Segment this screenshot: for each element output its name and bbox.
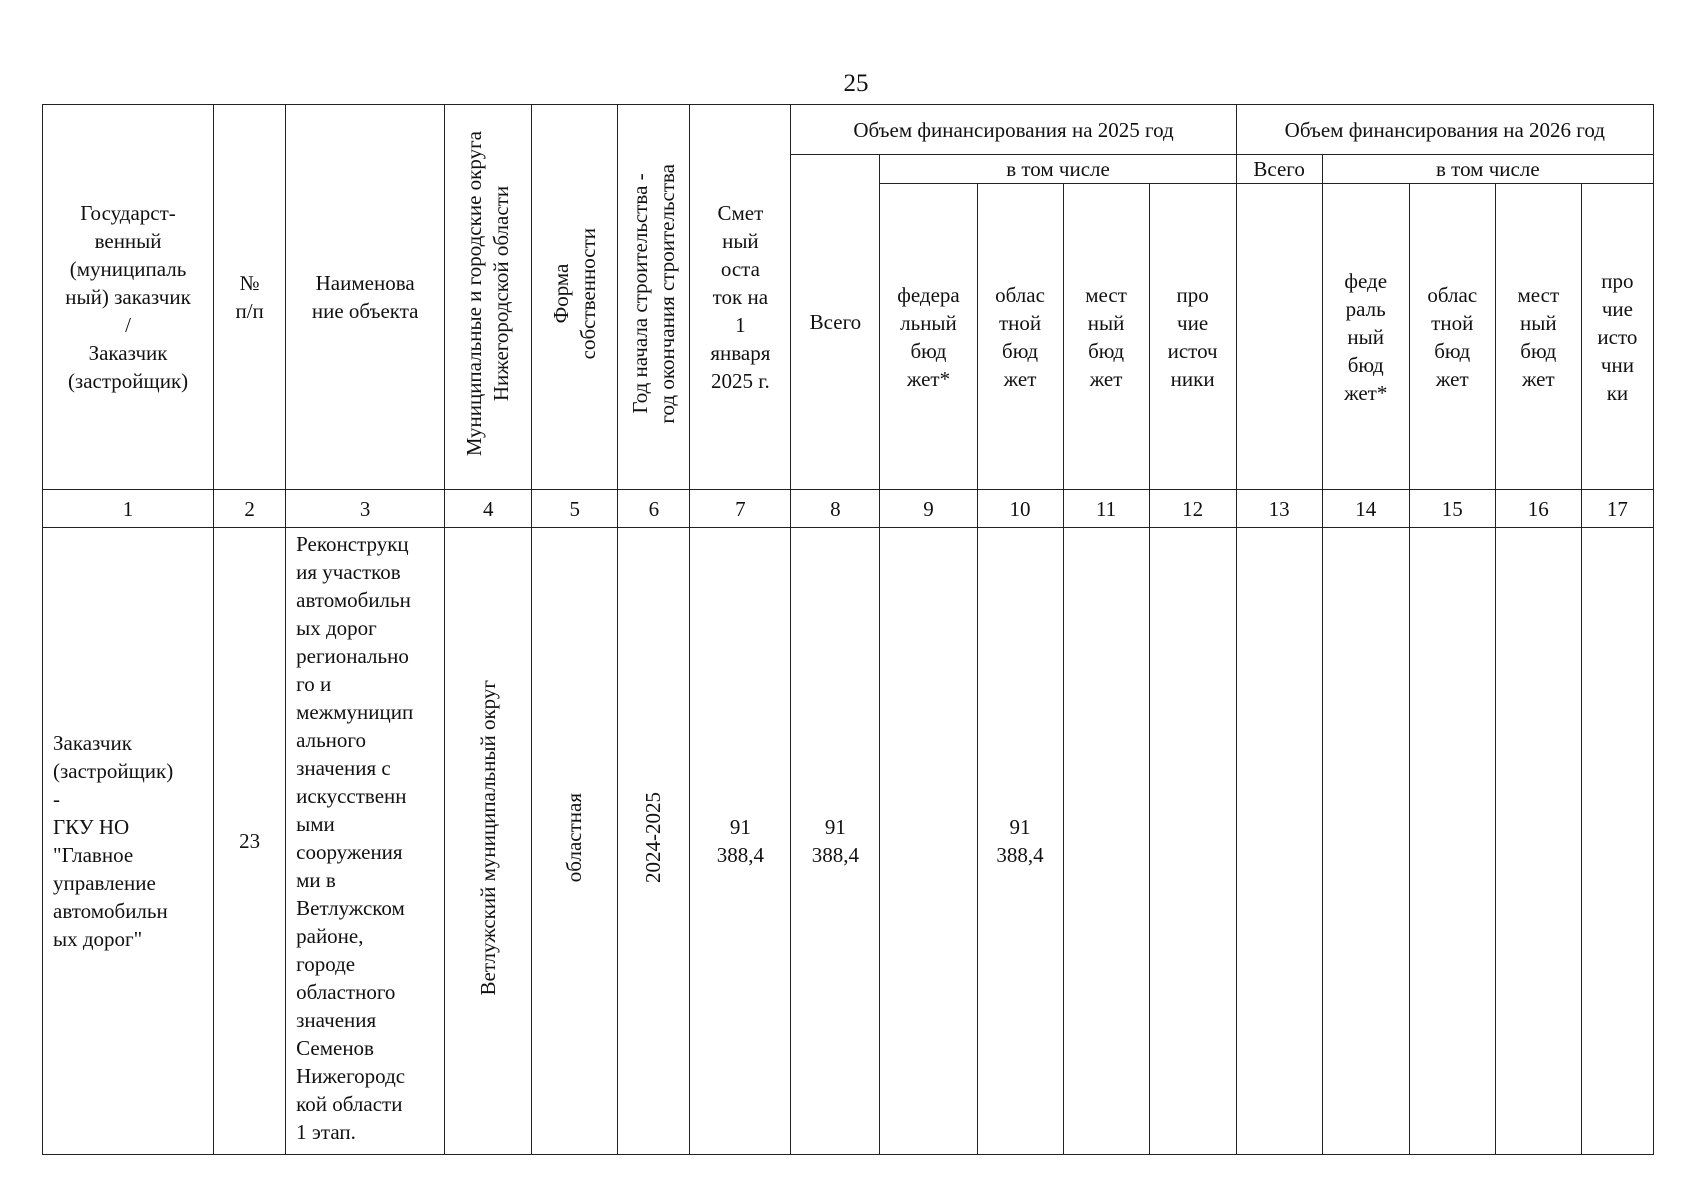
column-number: 15: [1409, 490, 1495, 528]
regional-2025-cell: 91 388,4: [977, 528, 1063, 1155]
header-total-2026: Всего: [1236, 155, 1322, 184]
column-number: 3: [286, 490, 445, 528]
header-ownership: [532, 105, 618, 490]
column-number: 1: [43, 490, 214, 528]
header-local-2025: мест ный бюд жет: [1063, 184, 1149, 490]
header-regional-2025: облас тной бюд жет: [977, 184, 1063, 490]
table-row: [43, 528, 1654, 1155]
column-number: 6: [618, 490, 690, 528]
remaining-estimate-cell: 91 388,4: [690, 528, 791, 1155]
column-number: 2: [214, 490, 286, 528]
ownership-cell: [532, 528, 618, 1155]
municipality-cell: [445, 528, 532, 1155]
header-total-2026-blank: [1236, 184, 1322, 490]
header-remaining-estimate: Смет ный оста ток на 1 января 2025 г.: [690, 105, 791, 490]
customer-cell: Заказчик (застройщик) - ГКУ НО "Главное управление автомобильн ых дорог": [43, 528, 214, 1155]
years-cell: [618, 528, 690, 1155]
federal-2026-cell: [1322, 528, 1409, 1155]
header-years-text: Год начала строительства - год окончания строительства: [627, 163, 679, 424]
header-customer: Государст- венный (муниципаль ный) заказчик / Заказчик (застройщик): [43, 105, 214, 490]
local-2025-cell: [1063, 528, 1149, 1155]
column-number: 14: [1322, 490, 1409, 528]
regional-2026-cell: [1409, 528, 1495, 1155]
page-number: 25: [843, 70, 869, 97]
column-number: 13: [1236, 490, 1322, 528]
column-number: 10: [977, 490, 1063, 528]
total-2025-cell: 91 388,4: [791, 528, 880, 1155]
investment-table: [42, 104, 1654, 1155]
header-other-2025: про чие источ ники: [1149, 184, 1236, 490]
column-number: 9: [880, 490, 977, 528]
header-municipality-text: Муниципальные и городские округа Нижегородской области: [462, 130, 514, 457]
object-name-cell: Реконструкц ия участков автомобильн ых дорог регионально го и межмуницип ального значения с искусственн ыми сооружения ми в Ветлужском районе, городе областного значения Семенов Нижегородс кой области 1 этап.: [286, 528, 445, 1155]
header-object-name: Наименова ние объекта: [286, 105, 445, 490]
local-2026-cell: [1495, 528, 1581, 1155]
header-municipality: [445, 105, 532, 490]
header-ownership-text: Форма собственности: [548, 227, 600, 360]
years-text: 2024-2025: [641, 792, 666, 883]
column-number: 4: [445, 490, 532, 528]
total-2026-cell: [1236, 528, 1322, 1155]
header-including-2025: в том числе: [880, 155, 1236, 184]
header-federal-2026: феде раль ный бюд жет*: [1322, 184, 1409, 490]
column-number: 5: [532, 490, 618, 528]
other-2025-cell: [1149, 528, 1236, 1155]
header-financing-2025: Объем финансирования на 2025 год: [791, 105, 1236, 155]
column-number: 8: [791, 490, 880, 528]
header-including-2026: в том числе: [1322, 155, 1653, 184]
header-other-2026: про чие исто чни ки: [1581, 184, 1653, 490]
municipality-text: Ветлужский муниципальный округ: [475, 679, 500, 996]
header-row-1: [43, 105, 1654, 155]
other-2026-cell: [1581, 528, 1653, 1155]
column-number: 12: [1149, 490, 1236, 528]
header-years: [618, 105, 690, 490]
header-number: № п/п: [214, 105, 286, 490]
federal-2025-cell: [880, 528, 977, 1155]
column-number-row: [43, 490, 1654, 528]
column-number: 16: [1495, 490, 1581, 528]
row-number-cell: 23: [214, 528, 286, 1155]
column-number: 7: [690, 490, 791, 528]
header-federal-2025: федера льный бюд жет*: [880, 184, 977, 490]
header-financing-2026: Объем финансирования на 2026 год: [1236, 105, 1653, 155]
column-number: 11: [1063, 490, 1149, 528]
header-regional-2026: облас тной бюд жет: [1409, 184, 1495, 490]
header-total-2025: Всего: [791, 155, 880, 490]
column-number: 17: [1581, 490, 1653, 528]
header-local-2026: мест ный бюд жет: [1495, 184, 1581, 490]
ownership-text: областная: [562, 792, 587, 883]
